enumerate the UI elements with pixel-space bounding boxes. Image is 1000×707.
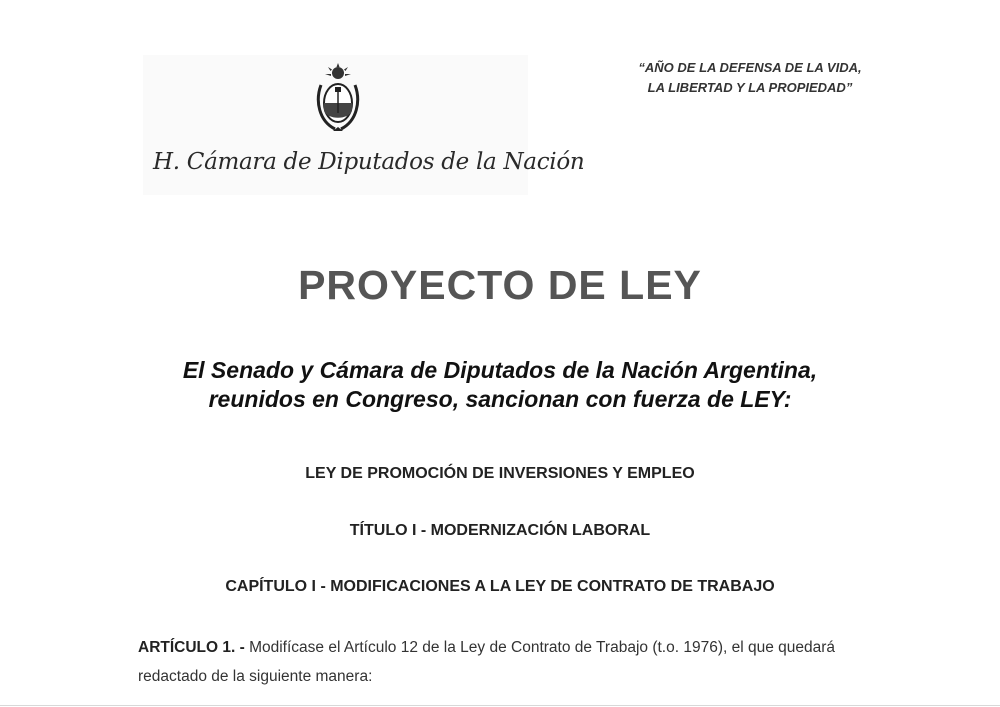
page-bottom-divider <box>0 705 1000 706</box>
chapter-heading: CAPÍTULO I - MODIFICACIONES A LA LEY DE CONTRATO DE TRABAJO <box>225 578 775 595</box>
article-label: ARTÍCULO 1. - <box>138 639 245 656</box>
article-text: Modifícase el Artículo 12 de la Ley de Contrato de Trabajo (t.o. 1976), el que quedará redactado de la siguiente manera: <box>138 639 836 685</box>
document-title: PROYECTO DE LEY <box>298 262 702 308</box>
enacting-formula-line: reunidos en Congreso, sancionan con fuerza de LEY: <box>208 386 792 412</box>
chamber-name: H. Cámara de Diputados de la Nación <box>153 149 585 175</box>
law-name-heading: LEY DE PROMOCIÓN DE INVERSIONES Y EMPLEO <box>305 465 695 482</box>
year-motto-line: “AÑO DE LA DEFENSA DE LA VIDA, <box>638 60 862 75</box>
argentine-coat-of-arms-icon <box>313 63 363 135</box>
year-motto <box>600 58 900 98</box>
year-motto-line: LA LIBERTAD Y LA PROPIEDAD” <box>647 80 853 95</box>
title-heading: TÍTULO I - MODERNIZACIÓN LABORAL <box>349 522 651 539</box>
article-paragraph <box>138 633 878 691</box>
enacting-formula <box>0 356 1000 414</box>
chamber-logo <box>143 55 585 195</box>
enacting-formula-line: El Senado y Cámara de Diputados de la Nación Argentina, <box>182 357 818 383</box>
